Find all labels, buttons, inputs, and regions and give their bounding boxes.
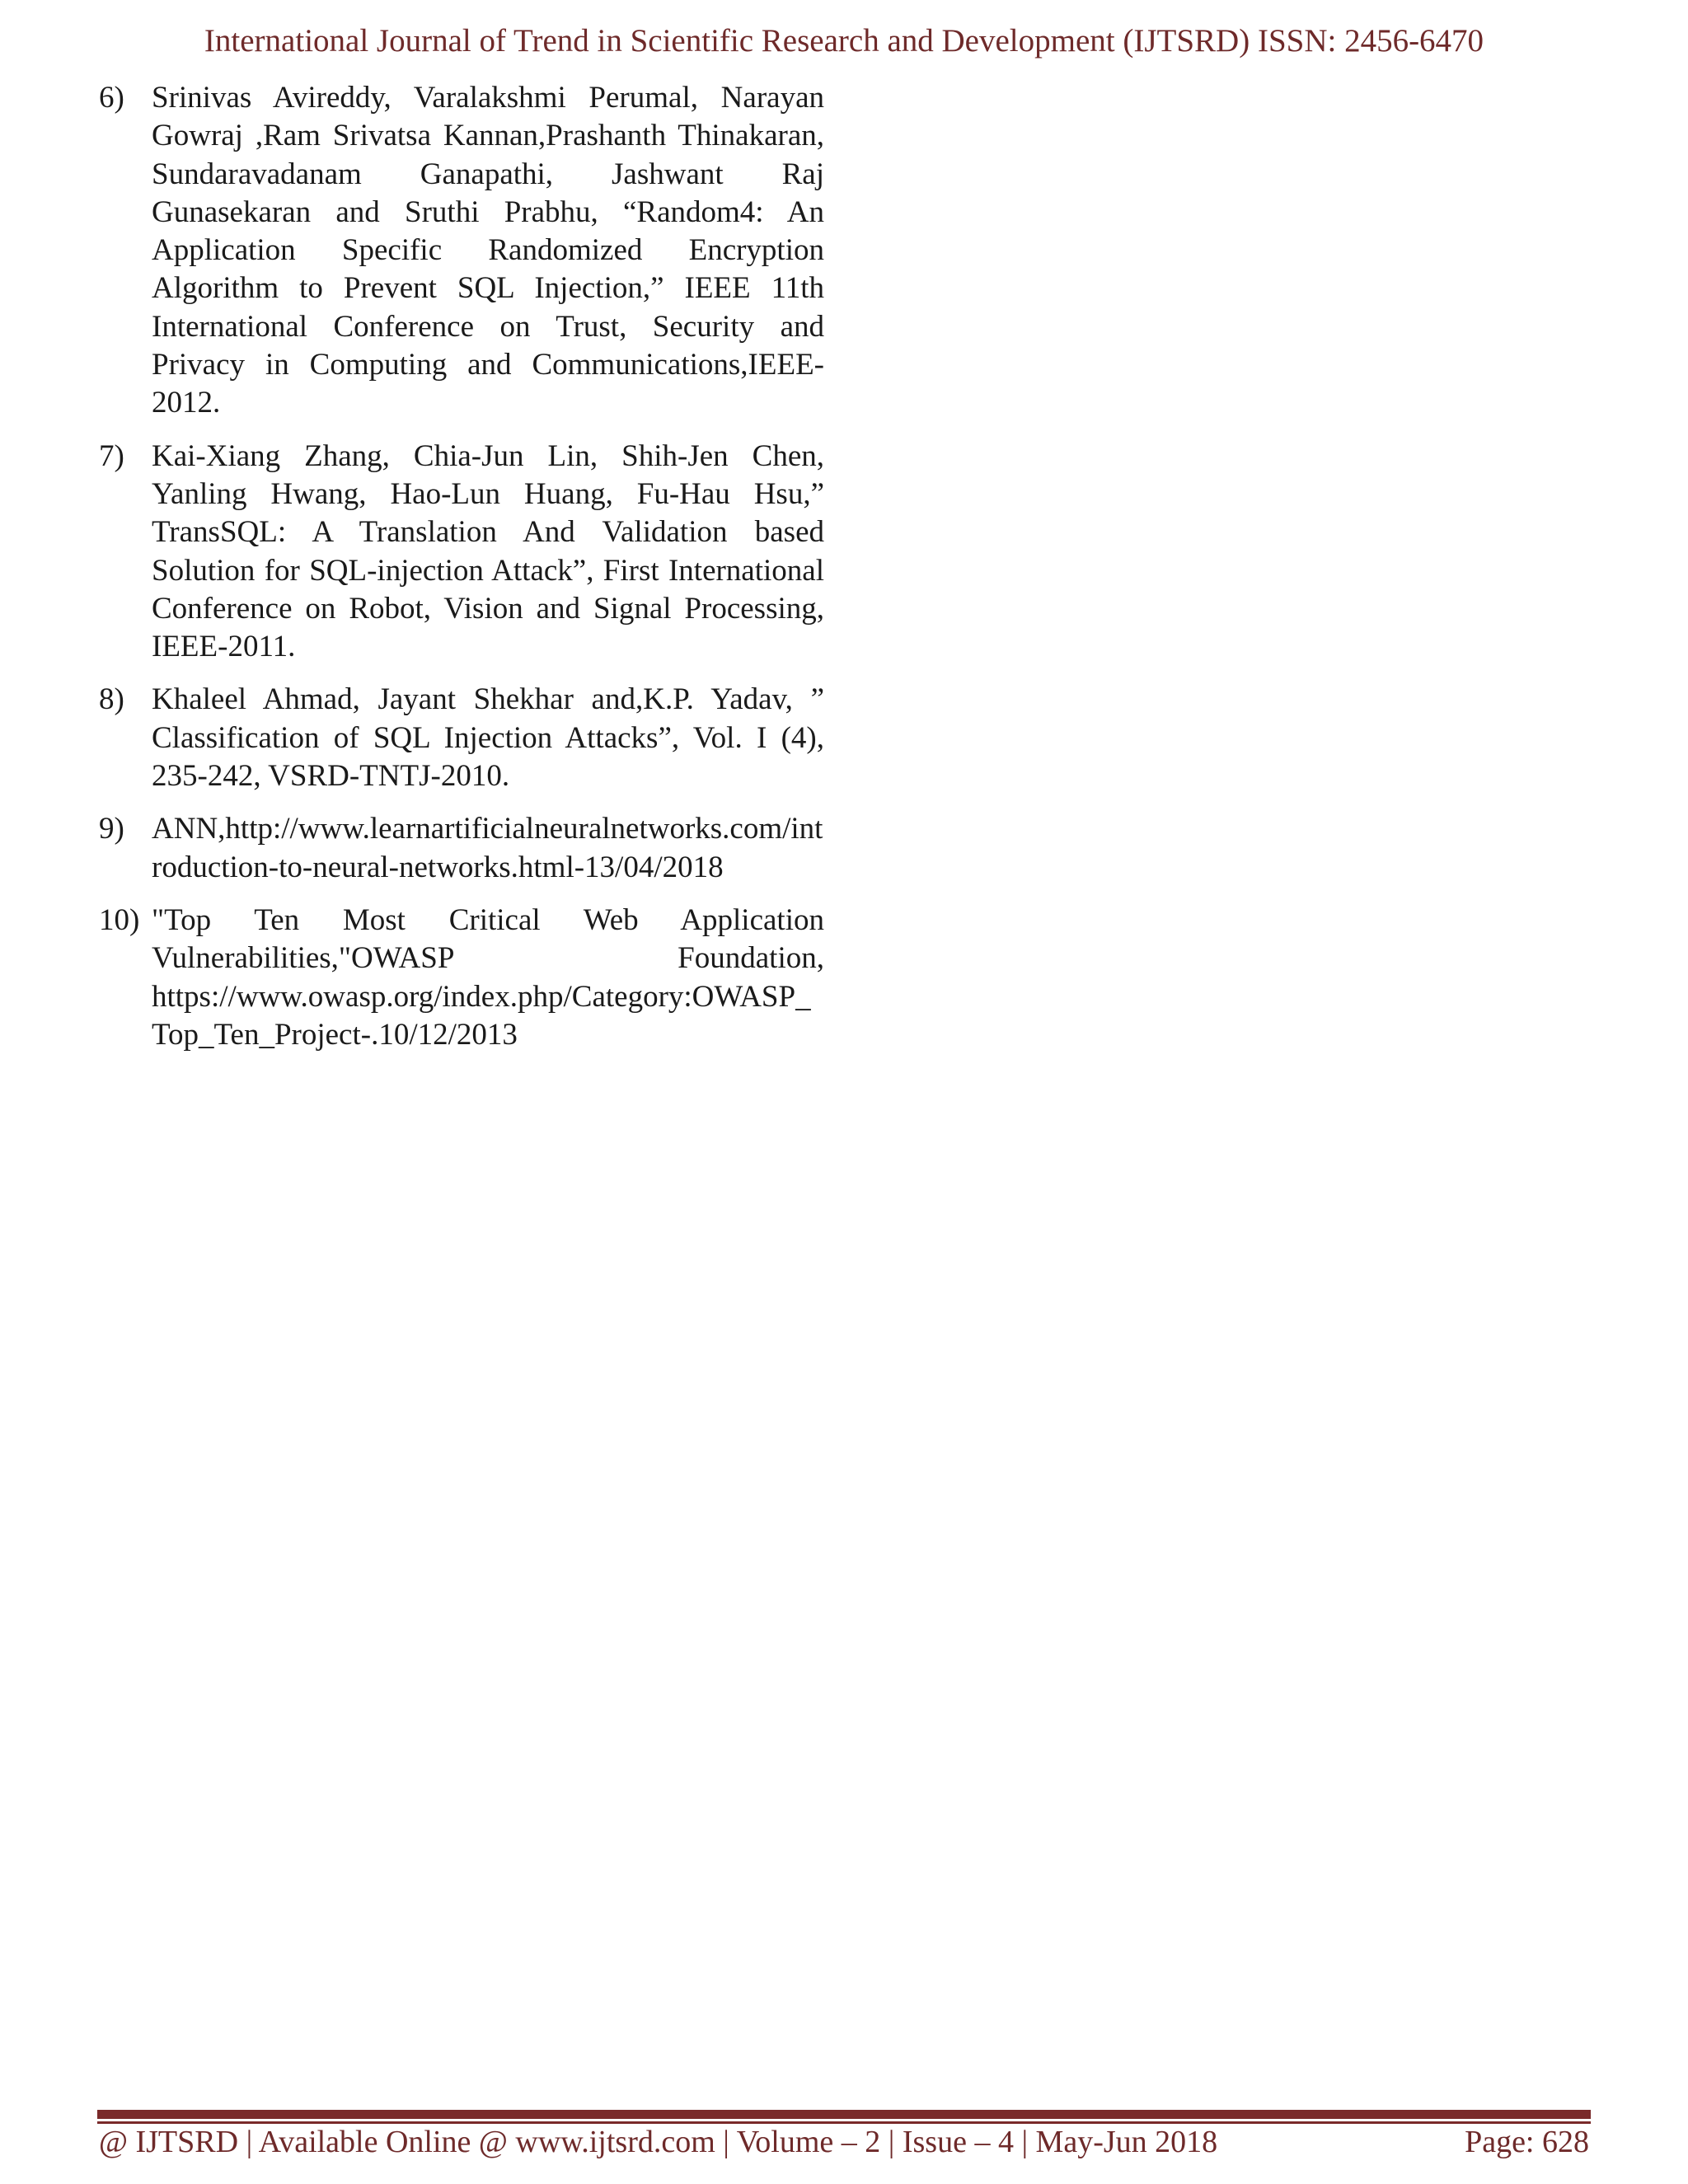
reference-number: 8) <box>99 682 124 717</box>
reference-number: 10) <box>99 902 140 937</box>
reference-number: 7) <box>99 438 124 473</box>
reference-item-8 <box>99 681 824 795</box>
reference-text: "Top Ten Most Critical Web Application Vulnerabilities,"OWASP Foundation, https://www.owasp.org/index.php/Category:OWASP_Top_Ten_Project-.10/12/2013 <box>152 902 824 1052</box>
reference-item-9 <box>99 810 824 887</box>
reference-text: Kai-Xiang Zhang, Chia-Jun Lin, Shih-Jen Chen, Yanling Hwang, Hao-Lun Huang, Fu-Hau Hsu,” TransSQL: A Translation And Validation based Solution for SQL-injection Attack”, First International Conference on Robot, Vision and Signal Processing, IEEE-2011. <box>152 438 824 664</box>
reference-list <box>99 79 824 1069</box>
reference-text: ANN,http://www.learnartificialneuralnetworks.com/introduction-to-neural-networks.html-13/04/2018 <box>152 812 823 884</box>
reference-item-10 <box>99 902 824 1054</box>
footer-divider <box>97 2110 1591 2119</box>
reference-number: 9) <box>99 812 124 846</box>
reference-item-7 <box>99 438 824 667</box>
footer-publication-info: @ IJTSRD | Available Online @ www.ijtsrd.com | Volume – 2 | Issue – 4 | May-Jun 2018 <box>99 2125 1218 2159</box>
reference-item-6 <box>99 79 824 423</box>
reference-number: 6) <box>99 81 124 115</box>
running-header: International Journal of Trend in Scientific Research and Development (IJTSRD) ISSN: 2456-6470 <box>204 23 1484 59</box>
page-footer <box>99 2121 1589 2163</box>
page-number: Page: 628 <box>1465 2125 1589 2159</box>
reference-text: Srinivas Avireddy, Varalakshmi Perumal, Narayan Gowraj ,Ram Srivatsa Kannan,Prashanth Thinakaran, Sundaravadanam Ganapathi, Jashwant Raj Gunasekaran and Sruthi Prabhu, “Random4: An Application Specific Randomized Encryption Algorithm to Prevent SQL Injection,” IEEE 11th International Conference on Trust, Security and Privacy in Computing and Communications,IEEE-2012. <box>152 81 824 420</box>
reference-text: Khaleel Ahmad, Jayant Shekhar and,K.P. Yadav, ” Classification of SQL Injection Attacks”, Vol. I (4), 235-242, VSRD-TNTJ-2010. <box>152 682 824 794</box>
